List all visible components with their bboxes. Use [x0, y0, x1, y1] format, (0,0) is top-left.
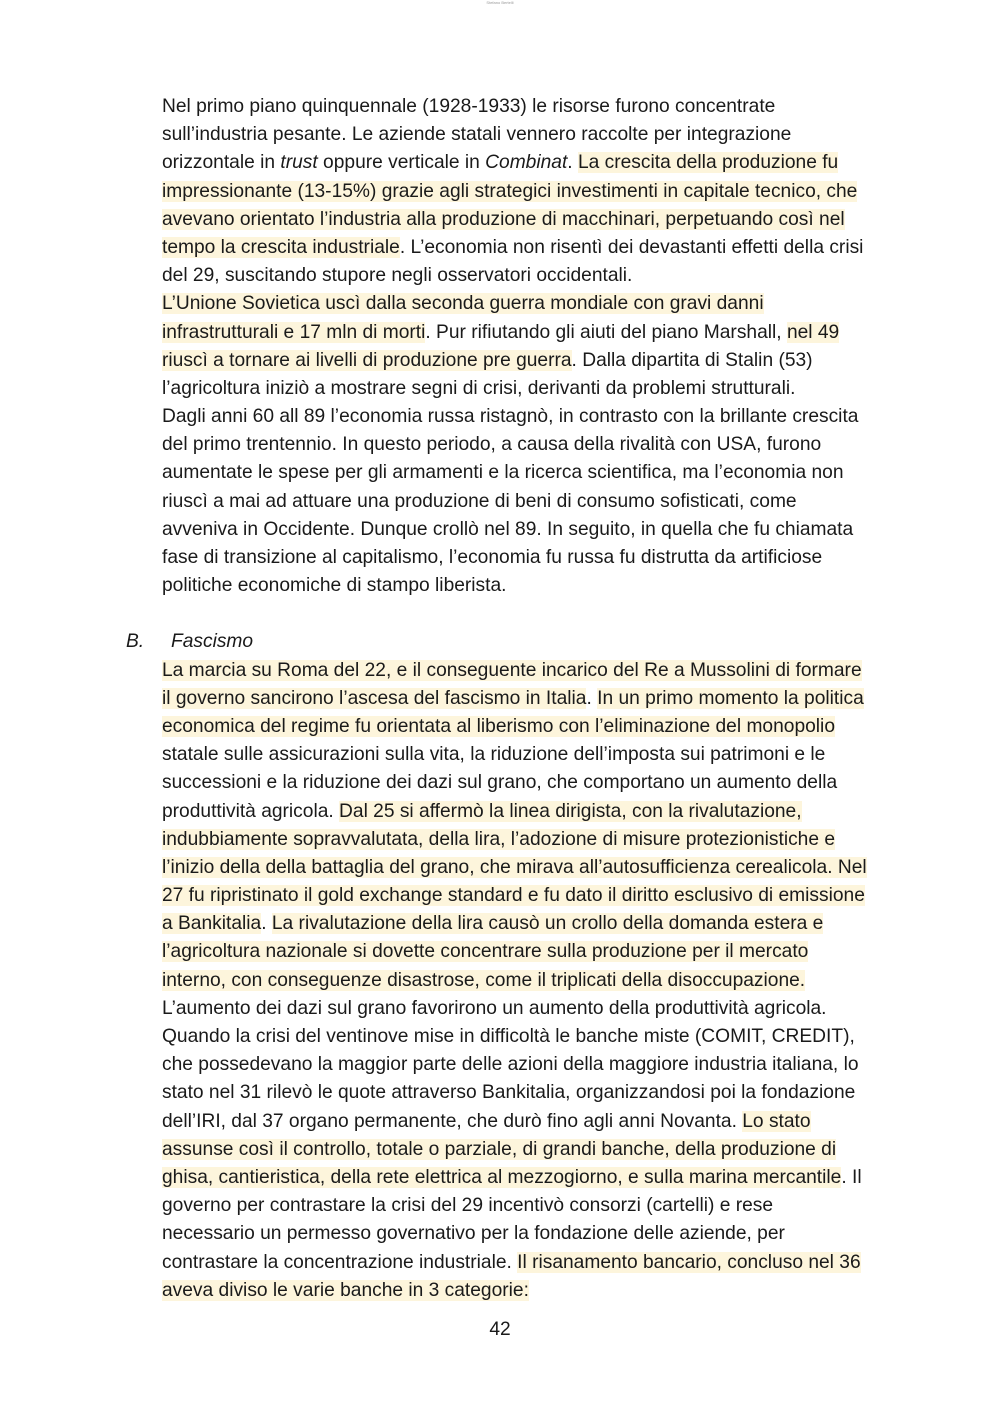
text-line: [162, 1277, 912, 1305]
text-segment: Nel primo piano quinquennale (1928-1933) le risorse furono concentrate: [162, 96, 776, 117]
text-line: [162, 1023, 912, 1051]
text-segment: che possedevano la maggior parte delle azioni della maggiore industria italiana, lo: [162, 1054, 859, 1076]
text-line: [162, 882, 912, 910]
text-line: [162, 375, 912, 403]
highlighted-text: indubbiamente sopravvalutata, della lira, l’adozione di misure protezionistiche e: [162, 828, 836, 850]
text-line: [162, 516, 912, 544]
text-segment: del 29, suscitando stupore negli osservatori occidentali.: [162, 265, 633, 287]
text-segment: avveniva in Occidente. Dunque crollò nel 89. In seguito, in quella che fu chiamata: [162, 518, 854, 540]
text-line: [162, 1192, 912, 1220]
paragraph-soviet-economy: [162, 93, 912, 600]
section-title: Fascismo: [171, 631, 254, 653]
text-segment: l’agricoltura iniziò a mostrare segni di crisi, derivanti da problemi strutturali.: [162, 377, 796, 399]
text-segment: . Il: [841, 1166, 862, 1188]
text-line: [162, 1051, 912, 1079]
text-segment: Dagli anni 60 all 89 l’economia russa ristagnò, in contrasto con la brillante crescita: [162, 406, 859, 428]
text-line: [162, 93, 912, 121]
text-line: [162, 262, 912, 290]
text-segment: Quando la crisi del ventinove mise in difficoltà le banche miste (COMIT, CREDIT),: [162, 1026, 855, 1047]
text-segment: .: [586, 687, 598, 709]
text-segment: . Pur rifiutando gli aiuti del piano Marshall,: [425, 321, 787, 343]
text-segment: statale sulle assicurazioni sulla vita, la riduzione dell’imposta sui patrimoni e le: [162, 744, 826, 766]
text-segment: .: [567, 152, 578, 174]
text-line: [162, 1220, 912, 1248]
text-segment: .: [261, 913, 272, 935]
text-line: [162, 121, 912, 149]
page-number: 42: [489, 1319, 511, 1340]
text-line: [162, 769, 912, 797]
highlighted-text: In un primo momento la politica: [597, 687, 864, 709]
text-line: [162, 826, 912, 854]
page-body: [126, 93, 912, 1305]
section-letter: B.: [126, 631, 145, 653]
highlighted-text: interno, con conseguenze disastrose, come il triplicati della disoccupazione.: [162, 969, 806, 991]
paragraph-fascism-economy: [162, 657, 912, 1305]
highlighted-text: La rivalutazione della lira causò un crollo della domanda estera e: [271, 913, 824, 935]
highlighted-text: il governo sancirono l’ascesa del fascismo in Italia: [162, 687, 587, 709]
highlighted-text: l’agricoltura nazionale si dovette concentrare sulla produzione per il mercato: [162, 941, 809, 963]
header-watermark: Stefano Bertelli: [486, 0, 514, 5]
text-segment: . L’economia non risentì dei devastanti effetti della crisi: [399, 236, 864, 258]
text-line: [162, 995, 912, 1023]
text-line: [162, 319, 912, 347]
text-segment: contrastare la concentrazione industriale.: [162, 1251, 518, 1273]
text-line: [162, 544, 912, 572]
highlighted-text: 27 fu ripristinato il gold exchange standard e fu dato il diritto esclusivo di emissione: [162, 885, 865, 907]
text-line: [162, 910, 912, 938]
text-line: [162, 741, 912, 769]
text-line: [162, 459, 912, 487]
text-segment: oppure verticale in: [317, 152, 486, 174]
text-segment: necessario un permesso governativo per la fondazione delle aziende, per: [162, 1223, 785, 1245]
highlighted-text: infrastrutturali e 17 mln di morti: [162, 321, 426, 343]
highlighted-text: avevano orientato l’industria alla produzione di macchinari, perpetuando così nel: [162, 208, 845, 230]
text-line: [162, 403, 912, 431]
highlighted-text: aveva diviso le varie banche in 3 categorie:: [162, 1279, 529, 1301]
text-line: [162, 572, 912, 600]
text-line: [162, 1249, 912, 1277]
highlighted-text: a Bankitalia: [162, 913, 262, 935]
highlighted-text: Il risanamento bancario, concluso nel 36: [517, 1251, 861, 1273]
text-segment: aumentate le spese per gli armamenti e la ricerca scientifica, ma l’economia non: [162, 462, 844, 484]
text-line: [162, 488, 912, 516]
text-line: [162, 713, 912, 741]
text-segment: L’aumento dei dazi sul grano favorirono un aumento della produttività agricola.: [162, 997, 827, 1019]
text-line: [162, 347, 912, 375]
text-line: [162, 1079, 912, 1107]
text-segment: governo per contrastare la crisi del 29 incentivò consorzi (cartelli) e rese: [162, 1195, 774, 1217]
text-segment: successioni e la riduzione dei dazi sul grano, che comportano un aumento della: [162, 772, 838, 794]
highlighted-text: La marcia su Roma del 22, e il conseguente incarico del Re a Mussolini di formare: [162, 659, 862, 681]
text-segment: dell’IRI, dal 37 organo permanente, che durò fino agli anni Novanta.: [162, 1110, 743, 1132]
text-line: [162, 657, 912, 685]
text-line: [162, 967, 912, 995]
text-line: [162, 234, 912, 262]
text-line: [162, 290, 912, 318]
text-line: [162, 206, 912, 234]
text-line: [162, 149, 912, 177]
text-segment: stato nel 31 rilevò le quote attraverso Bankitalia, organizzandosi poi la fondazione: [162, 1082, 856, 1104]
highlighted-text: La crescita della produzione fu: [577, 152, 839, 174]
highlighted-text: Dal 25 si affermò la linea dirigista, con la rivalutazione,: [339, 800, 802, 822]
highlighted-text: assunse così il controllo, totale o parziale, di grandi banche, della produzione di: [162, 1138, 837, 1160]
highlighted-text: Lo stato: [742, 1110, 811, 1132]
text-line: [162, 178, 912, 206]
text-line: [162, 854, 912, 882]
text-segment: sull’industria pesante. Le aziende statali vennero raccolte per integrazione: [162, 124, 792, 146]
highlighted-text: impressionante (13-15%) grazie agli strategici investimenti in capitale tecnico, che: [162, 180, 858, 202]
highlighted-text: l’inizio della della battaglia del grano, che mirava all’autosufficienza cerealicola. Nel: [162, 856, 867, 878]
text-segment: riuscì a mai ad attuare una produzione di beni di consumo sofisticati, come: [162, 490, 797, 512]
text-segment: politiche economiche di stampo liberista.: [162, 575, 507, 597]
section-heading: [126, 628, 912, 656]
text-line: [162, 1164, 912, 1192]
text-line: [162, 431, 912, 459]
highlighted-text: riuscì a tornare ai livelli di produzione pre guerra: [162, 349, 572, 371]
text-line: [162, 685, 912, 713]
highlighted-text: ghisa, cantieristica, della rete elettrica al mezzogiorno, e sulla marina mercantile: [162, 1166, 842, 1188]
text-line: [162, 1108, 912, 1136]
text-line: [162, 798, 912, 826]
italic-term: Combinat: [485, 152, 568, 174]
highlighted-text: nel 49: [786, 321, 840, 343]
text-segment: del primo trentennio. In questo periodo, a causa della rivalità con USA, furono: [162, 434, 822, 456]
highlighted-text: economica del regime fu orientata al liberismo con l’eliminazione del monopolio: [162, 715, 835, 737]
highlighted-text: L’Unione Sovietica uscì dalla seconda guerra mondiale con gravi danni: [162, 293, 764, 315]
text-line: [162, 1136, 912, 1164]
text-segment: orizzontale in: [162, 152, 281, 174]
highlighted-text: tempo la crescita industriale: [162, 236, 400, 258]
text-segment: fase di transizione al capitalismo, l’economia fu russa fu distrutta da artificiose: [162, 547, 823, 568]
text-line: [162, 938, 912, 966]
italic-term: trust: [280, 152, 318, 174]
text-segment: . Dalla dipartita di Stalin (53): [571, 349, 813, 371]
text-segment: produttività agricola.: [162, 800, 340, 822]
